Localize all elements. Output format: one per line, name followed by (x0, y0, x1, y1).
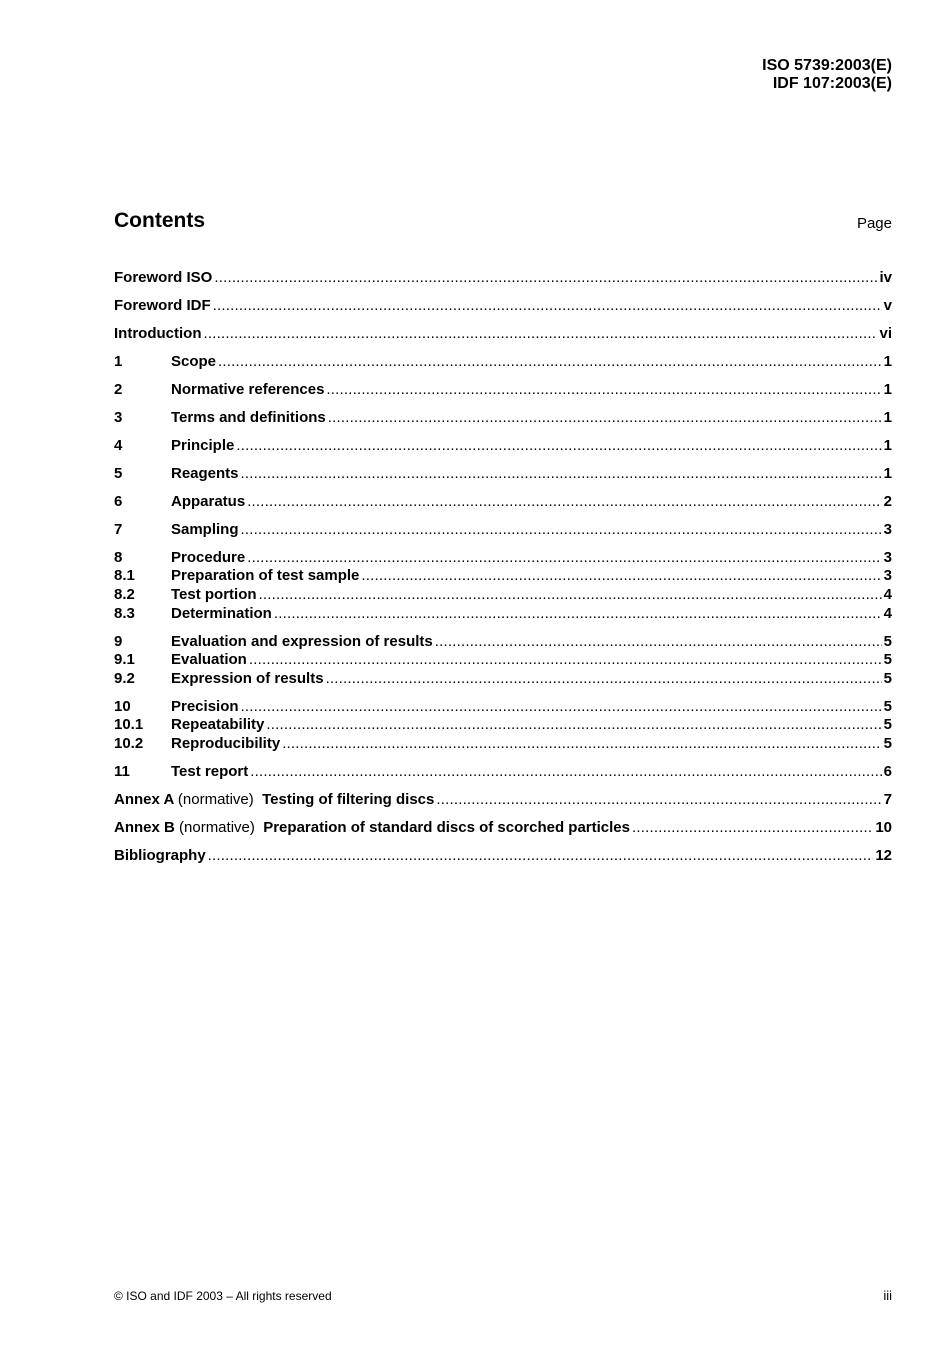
toc-entry-title (114, 791, 434, 810)
toc-entry-normative-references[interactable] (114, 381, 892, 400)
toc-entry-page: 1 (883, 408, 892, 426)
toc-entry-foreword-idf[interactable] (114, 297, 892, 316)
toc-entry-page: 1 (883, 380, 892, 398)
toc-entry-evaluation[interactable] (114, 651, 892, 670)
toc-leader-dots (326, 670, 882, 689)
toc-leader-dots (361, 567, 881, 586)
toc-entry-number: 3 (114, 408, 123, 426)
toc-leader-dots (282, 735, 881, 754)
toc-entry-title: Evaluation and expression of results (171, 632, 433, 650)
annex-normative-label: (normative) (177, 790, 254, 808)
toc-entry-number: 8.3 (114, 604, 135, 622)
toc-entry-title: Preparation of test sample (171, 567, 360, 585)
toc-leader-dots (249, 651, 882, 670)
toc-entry-page: 5 (883, 716, 892, 734)
toc-entry-number: 6 (114, 492, 123, 510)
toc-entry-number: 10.2 (114, 734, 144, 752)
toc-entry-repeatability[interactable] (114, 716, 892, 735)
toc-entry-expression-results[interactable] (114, 670, 892, 689)
toc-leader-dots (203, 325, 877, 344)
toc-entry-determination[interactable] (114, 605, 892, 624)
toc-entry-preparation-test-sample[interactable] (114, 567, 892, 586)
toc-leader-dots (250, 763, 881, 782)
header-iso-reference: ISO 5739:2003(E) (762, 57, 892, 74)
page-column-label: Page (856, 215, 892, 232)
toc-leader-dots (326, 381, 881, 400)
toc-entry-page: 10 (875, 818, 892, 836)
toc-entry-title: Scope (171, 352, 217, 370)
toc-entry-number: 8.2 (114, 586, 135, 604)
toc-entry-number: 8.1 (114, 567, 135, 585)
toc-entry-title: Terms and definitions (171, 408, 326, 426)
toc-entry-page: 4 (883, 586, 892, 604)
toc-entry-bibliography[interactable] (114, 847, 892, 866)
toc-entry-procedure[interactable] (114, 549, 892, 568)
toc-entry-page: vi (879, 324, 892, 342)
toc-entry-page: 1 (883, 352, 892, 370)
toc-entry-page: 5 (883, 651, 892, 669)
copyright-notice: © ISO and IDF 2003 – All rights reserved (114, 1289, 332, 1303)
contents-title: Contents (114, 209, 205, 232)
toc-entry-introduction[interactable] (114, 325, 892, 344)
toc-entry-title: Bibliography (114, 846, 206, 864)
toc-entry-title: Introduction (114, 324, 202, 342)
toc-entry-title: Repeatability (171, 716, 265, 734)
toc-entry-principle[interactable] (114, 437, 892, 456)
toc-entry-number: 7 (114, 520, 123, 538)
toc-entry-title: Test portion (171, 586, 257, 604)
toc-leader-dots (274, 605, 882, 624)
toc-leader-dots (247, 493, 881, 512)
toc-leader-dots (241, 521, 882, 540)
toc-entry-page: 3 (883, 567, 892, 585)
toc-entry-page: 1 (883, 436, 892, 454)
toc-leader-dots (259, 586, 882, 605)
toc-entry-page: 7 (883, 790, 892, 808)
toc-leader-dots (241, 698, 882, 717)
toc-entry-evaluation-expression[interactable] (114, 633, 892, 652)
toc-entry-apparatus[interactable] (114, 493, 892, 512)
toc-leader-dots (436, 791, 881, 810)
toc-entry-title: Normative references (171, 380, 325, 398)
toc-entry-page: 4 (883, 604, 892, 622)
toc-entry-reagents[interactable] (114, 465, 892, 484)
header-idf-reference: IDF 107:2003(E) (772, 75, 892, 92)
table-of-contents (114, 269, 892, 866)
toc-entry-page: 3 (883, 520, 892, 538)
annex-title: Preparation of standard discs of scorched particles (263, 818, 630, 836)
toc-entry-title (114, 819, 630, 838)
toc-entry-page: iv (879, 269, 892, 286)
toc-leader-dots (241, 465, 882, 484)
document-header (762, 57, 892, 93)
toc-entry-page: 3 (883, 548, 892, 566)
toc-leader-dots (247, 549, 881, 568)
annex-title: Testing of filtering discs (262, 790, 435, 808)
toc-entry-number: 1 (114, 352, 123, 370)
toc-entry-number: 5 (114, 464, 123, 482)
toc-entry-title: Principle (171, 436, 235, 454)
toc-entry-page: 6 (883, 762, 892, 780)
toc-entry-foreword-iso[interactable] (114, 269, 892, 288)
toc-entry-title: Reproducibility (171, 734, 281, 752)
toc-entry-scope[interactable] (114, 353, 892, 372)
toc-entry-title: Foreword IDF (114, 296, 211, 314)
toc-leader-dots (214, 269, 877, 288)
toc-entry-test-report[interactable] (114, 763, 892, 782)
toc-entry-annex-b[interactable] (114, 819, 892, 838)
page-number: iii (883, 1288, 892, 1303)
toc-entry-sampling[interactable] (114, 521, 892, 540)
toc-entry-title: Test report (171, 762, 249, 780)
toc-leader-dots (208, 847, 874, 866)
annex-label: Annex B (114, 818, 175, 836)
toc-entry-number: 9.1 (114, 651, 135, 669)
toc-entry-title: Determination (171, 604, 272, 622)
toc-entry-number: 4 (114, 436, 123, 454)
toc-entry-page: 5 (883, 669, 892, 687)
annex-normative-label: (normative) (179, 818, 255, 836)
toc-entry-title: Expression of results (171, 669, 324, 687)
toc-entry-number: 9 (114, 632, 123, 650)
toc-leader-dots (213, 297, 882, 316)
toc-entry-number: 10.1 (114, 716, 144, 734)
toc-entry-page: v (883, 296, 892, 314)
toc-entry-title: Procedure (171, 548, 246, 566)
toc-entry-number: 9.2 (114, 669, 135, 687)
toc-leader-dots (632, 819, 873, 838)
toc-leader-dots (328, 409, 882, 428)
toc-entry-title: Evaluation (171, 651, 247, 669)
toc-entry-annex-a[interactable] (114, 791, 892, 810)
toc-entry-test-portion[interactable] (114, 586, 892, 605)
toc-entry-precision[interactable] (114, 698, 892, 717)
toc-entry-title: Precision (171, 697, 239, 715)
toc-entry-page: 5 (883, 697, 892, 715)
toc-entry-title: Foreword ISO (114, 269, 213, 286)
toc-leader-dots (218, 353, 882, 372)
toc-entry-number: 2 (114, 380, 123, 398)
toc-leader-dots (236, 437, 881, 456)
toc-leader-dots (435, 633, 882, 652)
toc-entry-page: 5 (883, 632, 892, 650)
toc-entry-title: Apparatus (171, 492, 246, 510)
annex-label: Annex A (114, 790, 174, 808)
toc-entry-number: 11 (114, 762, 130, 780)
toc-entry-reproducibility[interactable] (114, 735, 892, 754)
toc-entry-number: 10 (114, 697, 131, 715)
toc-entry-title: Reagents (171, 464, 239, 482)
toc-entry-page: 5 (883, 734, 892, 752)
toc-entry-page: 1 (883, 464, 892, 482)
toc-leader-dots (266, 716, 881, 735)
toc-entry-page: 12 (875, 846, 892, 864)
toc-entry-page: 2 (883, 492, 892, 510)
toc-entry-title: Sampling (171, 520, 239, 538)
toc-entry-number: 8 (114, 548, 123, 566)
toc-entry-terms-definitions[interactable] (114, 409, 892, 428)
